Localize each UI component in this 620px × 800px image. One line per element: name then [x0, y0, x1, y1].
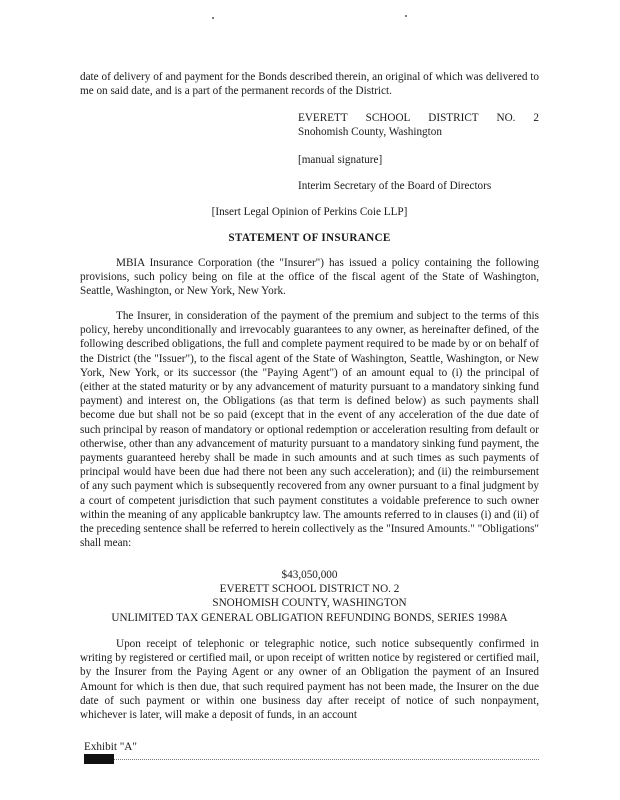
- bond-amount: $43,050,000: [281, 569, 338, 581]
- bond-title-block: [80, 568, 539, 625]
- manual-signature-placeholder: [manual signature]: [298, 154, 383, 166]
- legal-opinion-note: [Insert Legal Opinion of Perkins Coie LLP]: [211, 206, 408, 218]
- insurance-intro-paragraph: MBIA Insurance Corporation (the "Insurer") has issued a policy containing the following provisions, such policy being on file at the office of the fiscal agent of the State of Washington, Seattle, Washington, or New York, New York.: [80, 257, 539, 298]
- footer-rule: [114, 759, 539, 760]
- signatory-title: Interim Secretary of the Board of Directors: [298, 180, 492, 192]
- scan-speck: [212, 17, 214, 19]
- signature-county: Snohomish County, Washington: [298, 126, 442, 138]
- footer-redaction-bar: [84, 754, 114, 764]
- district-word: SCHOOL: [365, 112, 411, 124]
- district-word: EVERETT: [298, 112, 348, 124]
- scan-speck: [405, 15, 407, 17]
- notice-paragraph: Upon receipt of telephonic or telegraphic notice, such notice subsequently confirmed in writing by registered or certified mail, or upon receipt of written notice by registered or certified mail, by the Insurer from the Paying Agent or any owner of an Obligation the payment of an Insured Amount for which is then due, that such required payment has not been made, the Insurer on the due date of such payment or within one business day after receipt of notice of such nonpayment, whichever is later, will make a deposit of funds, in an account: [80, 638, 539, 722]
- bond-county: SNOHOMISH COUNTY, WASHINGTON: [212, 597, 407, 610]
- signature-district-name: [298, 111, 539, 125]
- district-word: 2: [533, 112, 539, 124]
- bond-series: UNLIMITED TAX GENERAL OBLIGATION REFUNDING BONDS, SERIES 1998A: [111, 611, 508, 624]
- bond-district: EVERETT SCHOOL DISTRICT NO. 2: [219, 583, 400, 596]
- district-word: NO.: [496, 112, 516, 124]
- exhibit-label: Exhibit "A": [84, 741, 137, 753]
- paragraph-continuation: date of delivery of and payment for the Bonds described therein, an original of which was delivered to me on said date, and is a part of the permanent records of the District.: [80, 71, 539, 98]
- statement-heading: STATEMENT OF INSURANCE: [228, 232, 391, 244]
- insurance-guarantee-paragraph: The Insurer, in consideration of the payment of the premium and subject to the terms of this policy, hereby unconditionally and irrevocably guarantees to any owner, as hereinafter defined, of the following described obligations, the full and complete payment required to be made by or on behalf of the District (the "Issuer"), to the fiscal agent of the State of Washington, Seattle, Washington, or New York, New York, or its successor (the "Paying Agent") of an amount equal to (i) the principal of (either at the stated maturity or by any advancement of maturity pursuant to a mandatory sinking fund payment) and interest on, the Obligations (as that term is defined below) as such payments shall become due but shall not be so paid (except that in the event of any acceleration of the due date of such principal by reason of mandatory or optional redemption or acceleration resulting from default or otherwise, other than any advancement of maturity pursuant to a mandatory sinking fund payment, the payments guaranteed hereby shall be made in such amounts and at such times as such payments of principal would have been due had there not been any such acceleration); and (ii) the reimbursement of any such payment which is subsequently recovered from any owner pursuant to a final judgment by a court of competent jurisdiction that such payment constitutes a voidable preference to such owner within the meaning of any applicable bankruptcy law. The amounts referred to in clauses (i) and (ii) of the preceding sentence shall be referred to herein collectively as the "Insured Amounts." "Obligations" shall mean:: [80, 310, 539, 550]
- district-word: DISTRICT: [428, 112, 479, 124]
